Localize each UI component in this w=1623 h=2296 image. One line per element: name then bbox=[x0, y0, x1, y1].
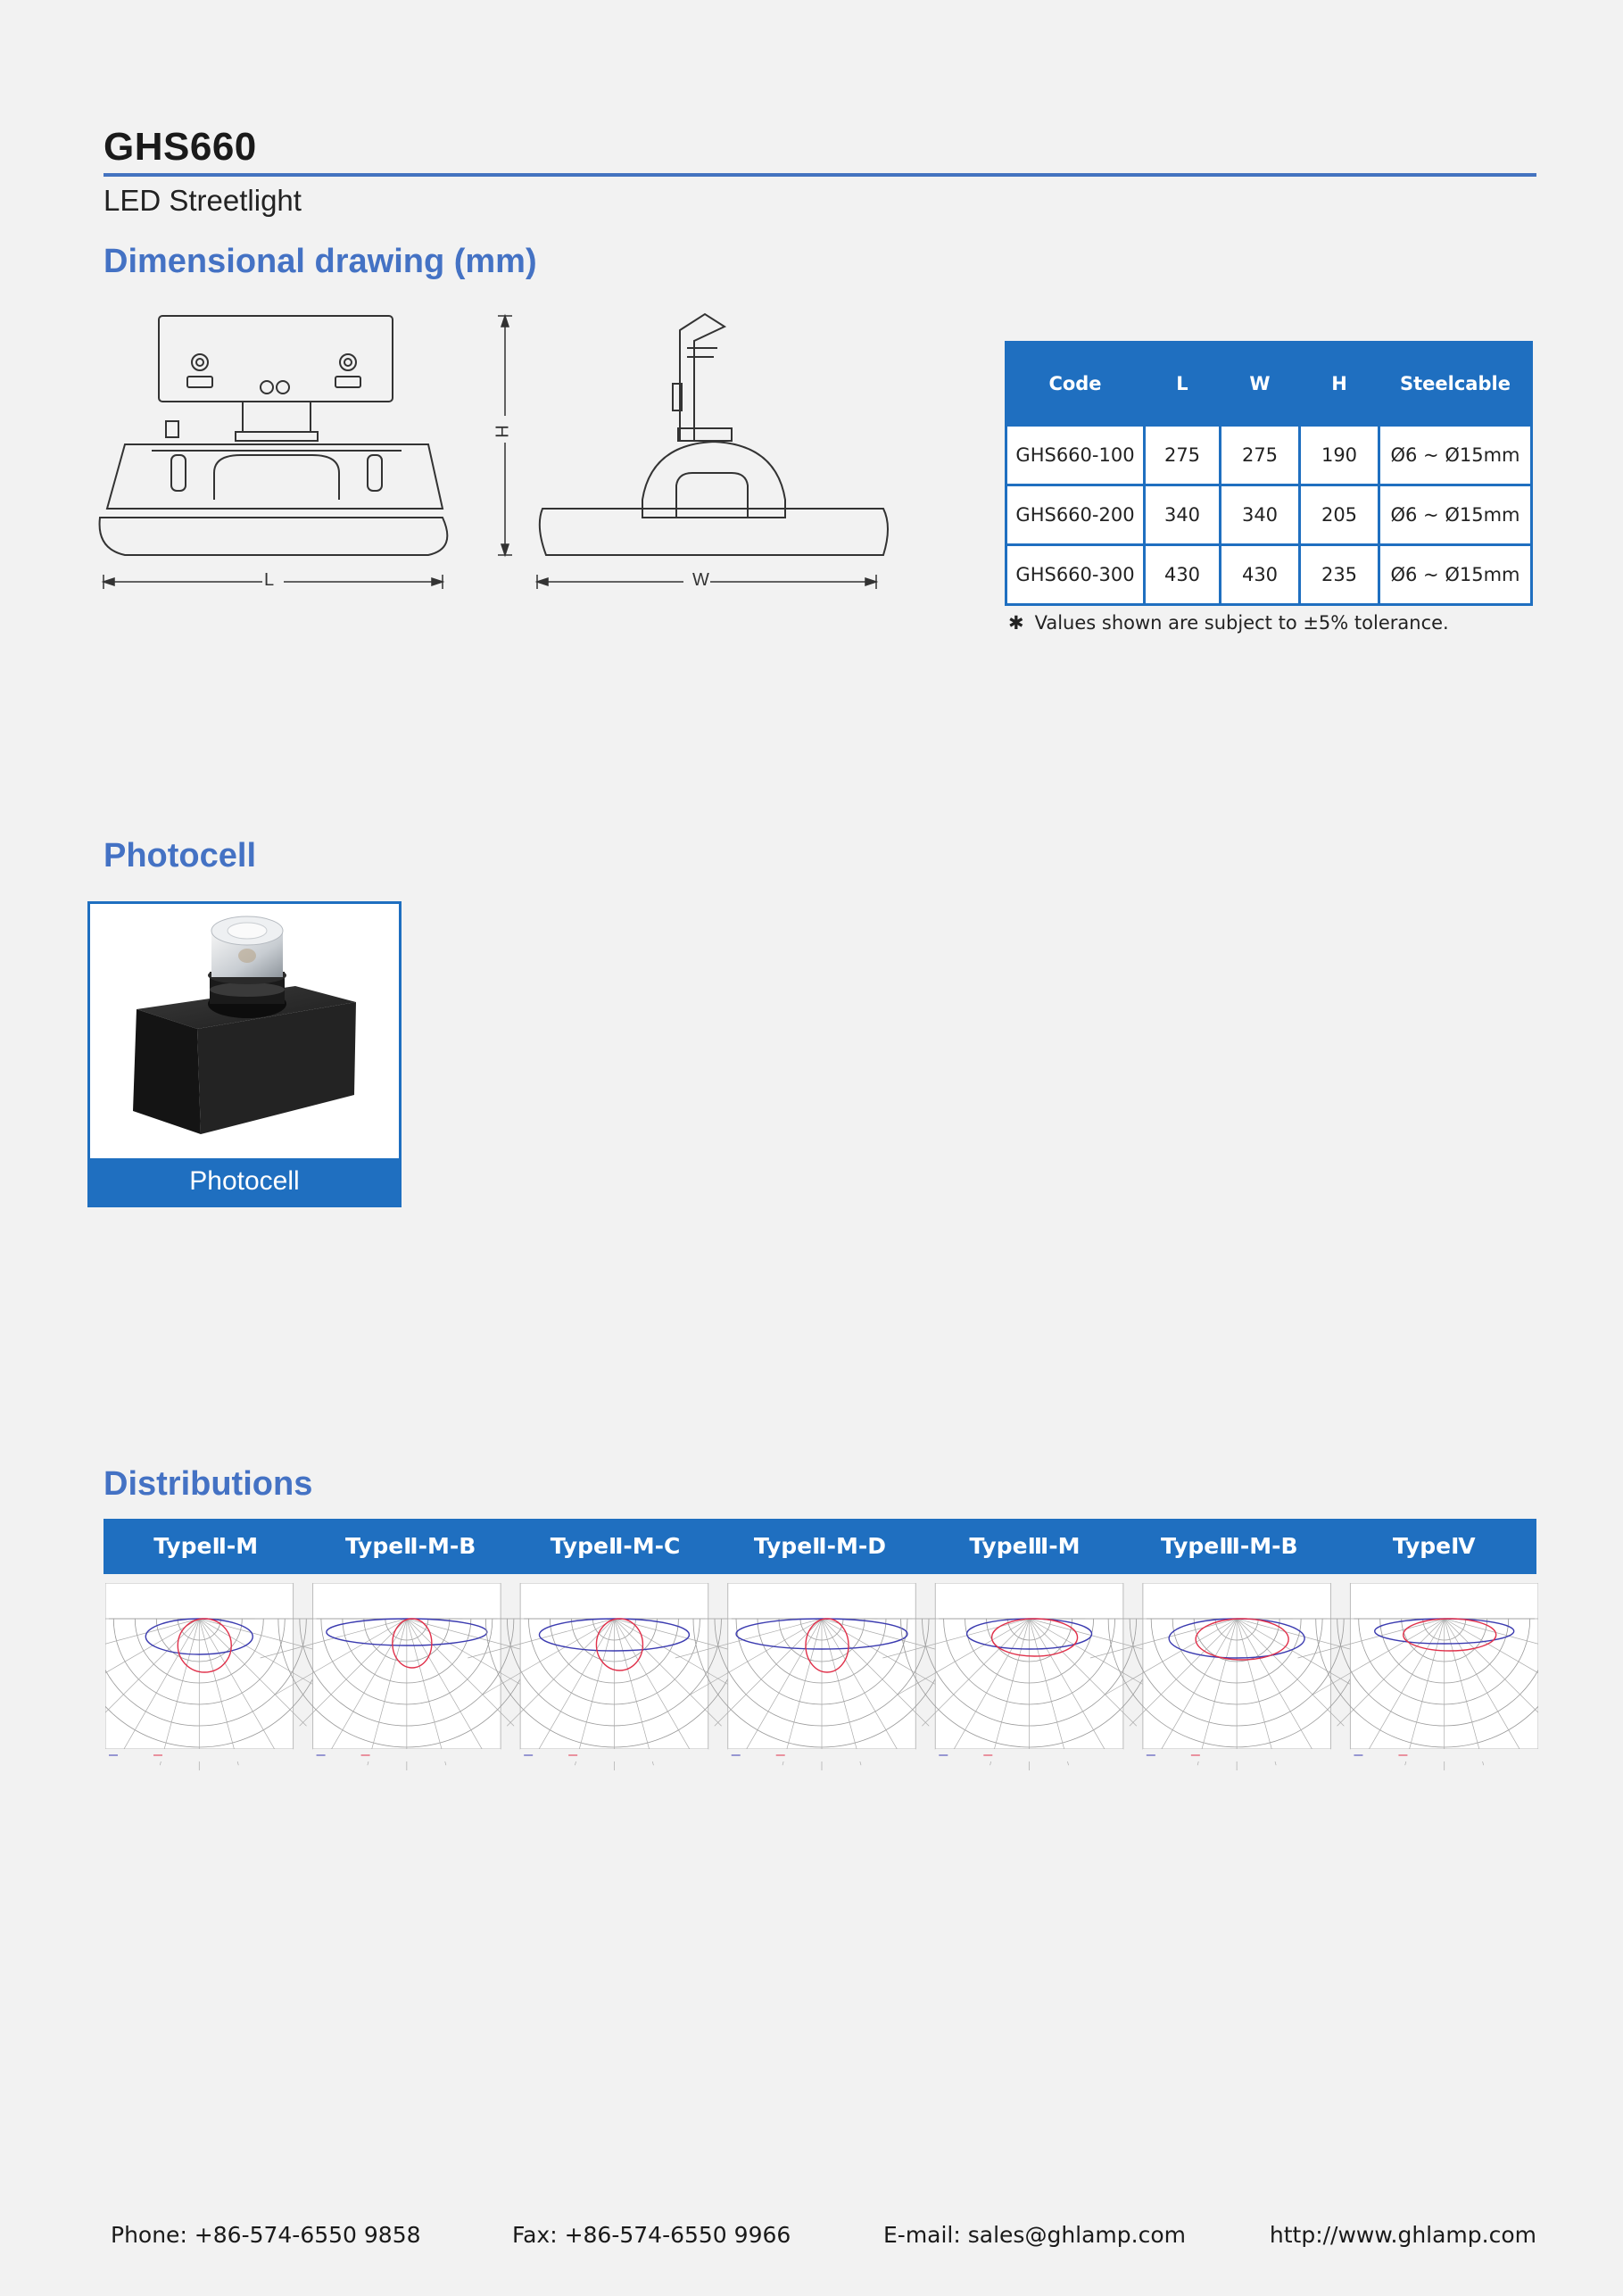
cell-h: 235 bbox=[1300, 545, 1379, 605]
cell-steelcable: Ø6 ~ Ø15mm bbox=[1379, 545, 1532, 605]
dist-type-label: TypeⅡ-M-D bbox=[753, 1533, 887, 1559]
dist-type-label: TypeⅡ-M-C bbox=[550, 1533, 681, 1559]
footer-phone: Phone: +86-574-6550 9858 bbox=[111, 2222, 421, 2248]
col-header-h: H bbox=[1300, 343, 1379, 426]
dim-label-w: W bbox=[692, 570, 709, 590]
cell-h: 190 bbox=[1300, 426, 1379, 485]
side-view-drawing bbox=[540, 314, 888, 555]
dist-type-label: TypeⅡ-M bbox=[153, 1533, 259, 1559]
spec-table bbox=[1005, 341, 1533, 606]
col-header-w: W bbox=[1221, 343, 1300, 426]
col-header-code: Code bbox=[1006, 343, 1145, 426]
cell-steelcable: Ø6 ~ Ø15mm bbox=[1379, 485, 1532, 545]
cell-w: 340 bbox=[1221, 485, 1300, 545]
cell-code: GHS660-200 bbox=[1006, 485, 1145, 545]
footer-website[interactable]: http://www.ghlamp.com bbox=[1269, 2222, 1536, 2248]
cell-w: 275 bbox=[1221, 426, 1300, 485]
table-row bbox=[1006, 485, 1532, 545]
distribution-type-bar bbox=[104, 1519, 1536, 1574]
page-subtitle: LED Streetlight bbox=[104, 184, 302, 217]
cell-l: 430 bbox=[1145, 545, 1221, 605]
section-heading-dimensional: Dimensional drawing (mm) bbox=[104, 243, 537, 280]
cell-w: 430 bbox=[1221, 545, 1300, 605]
tolerance-note bbox=[1008, 612, 1449, 634]
photocell-card bbox=[87, 901, 402, 1207]
title-divider bbox=[104, 173, 1536, 177]
cell-code: GHS660-100 bbox=[1006, 426, 1145, 485]
polar-diagram bbox=[1085, 1583, 1388, 1770]
polar-distribution-diagrams bbox=[105, 1583, 1538, 1772]
dim-label-l: L bbox=[264, 570, 275, 590]
asterisk-icon: ✱ bbox=[1008, 612, 1024, 634]
photocell-caption: Photocell bbox=[90, 1158, 399, 1205]
section-heading-distributions: Distributions bbox=[104, 1465, 313, 1503]
page-title: GHS660 bbox=[104, 125, 257, 169]
dist-type-label: TypeⅡ-M-B bbox=[344, 1533, 476, 1559]
polar-diagram bbox=[670, 1583, 973, 1770]
table-row bbox=[1006, 545, 1532, 605]
dist-type-label: TypeⅣ bbox=[1392, 1533, 1476, 1559]
tolerance-note-text: Values shown are subject to ±5% tolerance. bbox=[1034, 612, 1449, 634]
dim-label-h: H bbox=[491, 425, 511, 438]
polar-diagram bbox=[462, 1583, 766, 1770]
cell-steelcable: Ø6 ~ Ø15mm bbox=[1379, 426, 1532, 485]
footer-email[interactable]: E-mail: sales@ghlamp.com bbox=[883, 2222, 1186, 2248]
polar-diagram bbox=[878, 1583, 1181, 1770]
col-header-steelcable: Steelcable bbox=[1379, 343, 1532, 426]
dimensional-drawing bbox=[89, 294, 892, 602]
cell-l: 340 bbox=[1145, 485, 1221, 545]
polar-diagram bbox=[255, 1583, 559, 1770]
dist-type-label: TypeⅢ-M-B bbox=[1161, 1533, 1298, 1559]
dist-type-label: TypeⅢ-M bbox=[969, 1533, 1081, 1559]
footer-fax: Fax: +86-574-6550 9966 bbox=[512, 2222, 791, 2248]
cell-l: 275 bbox=[1145, 426, 1221, 485]
cell-code: GHS660-300 bbox=[1006, 545, 1145, 605]
section-heading-photocell: Photocell bbox=[104, 837, 257, 874]
col-header-l: L bbox=[1145, 343, 1221, 426]
table-row bbox=[1006, 426, 1532, 485]
table-header-row bbox=[1006, 343, 1532, 426]
front-view-drawing bbox=[100, 316, 448, 555]
cell-h: 205 bbox=[1300, 485, 1379, 545]
photocell-image bbox=[90, 904, 399, 1158]
